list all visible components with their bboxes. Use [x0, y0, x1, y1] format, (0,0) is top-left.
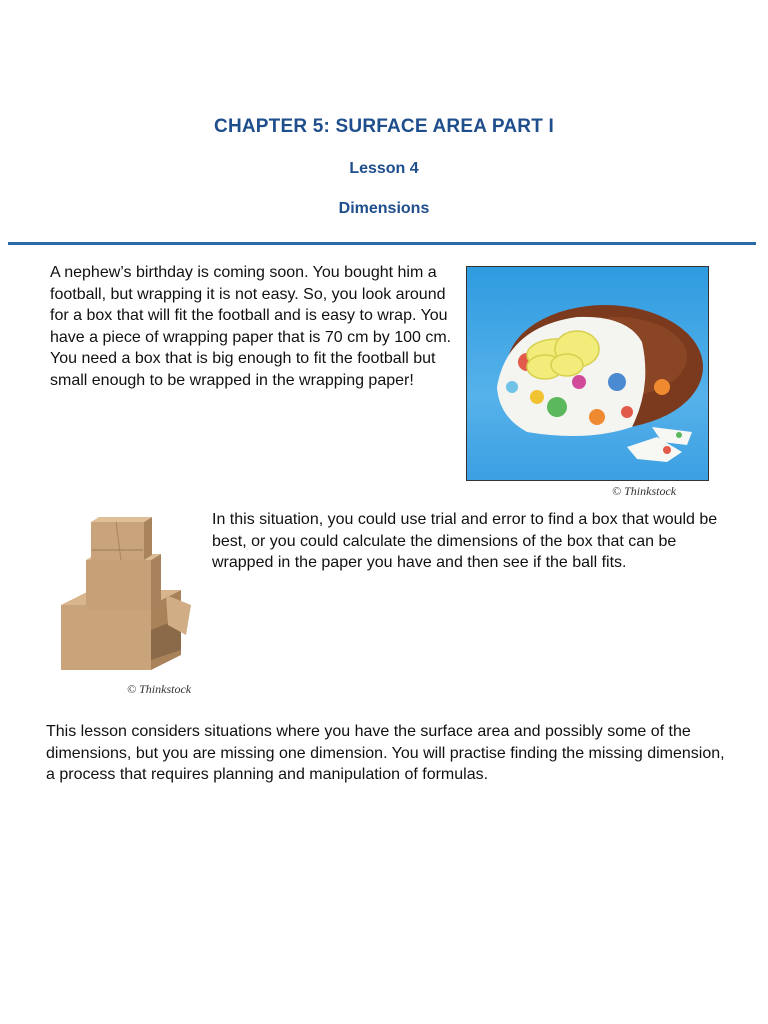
lesson-title: Lesson 4 — [349, 160, 419, 177]
intro-paragraph: A nephew’s birthday is coming soon. You bought him a football, but wrapping it is not easy. So, you look around for a box that will fit the football and is easy to wrap. You have a piece of wrapping paper that is 70 cm by 100 cm. You need a box that is big enough to fit the football but small enough to be wrapped in the wrapping paper! — [50, 264, 452, 389]
summary-paragraph: This lesson considers situations where you have the surface area and possibly some of the dimensions, but you are missing one dimension. You will practise finding the missing dimension, a process that requires planning and manipulation of formulas. — [46, 723, 725, 783]
chapter-title: CHAPTER 5: SURFACE AREA PART I — [214, 116, 554, 137]
wrapped-football-image — [467, 267, 709, 481]
boxes-photo-credit: © Thinkstock — [127, 682, 192, 696]
wrapped-football-photo — [466, 266, 709, 481]
section-title: Dimensions — [338, 200, 430, 217]
stacked-boxes-image — [56, 510, 196, 675]
football-photo-credit: © Thinkstock — [612, 484, 677, 498]
header-divider — [8, 242, 756, 245]
stacked-boxes-photo — [56, 510, 196, 675]
situation-paragraph: In this situation, you could use trial and error to find a box that would be best, or you could calculate the dimensions of the box that can be wrapped in the paper you have and then see if the ball fits. — [212, 511, 718, 571]
